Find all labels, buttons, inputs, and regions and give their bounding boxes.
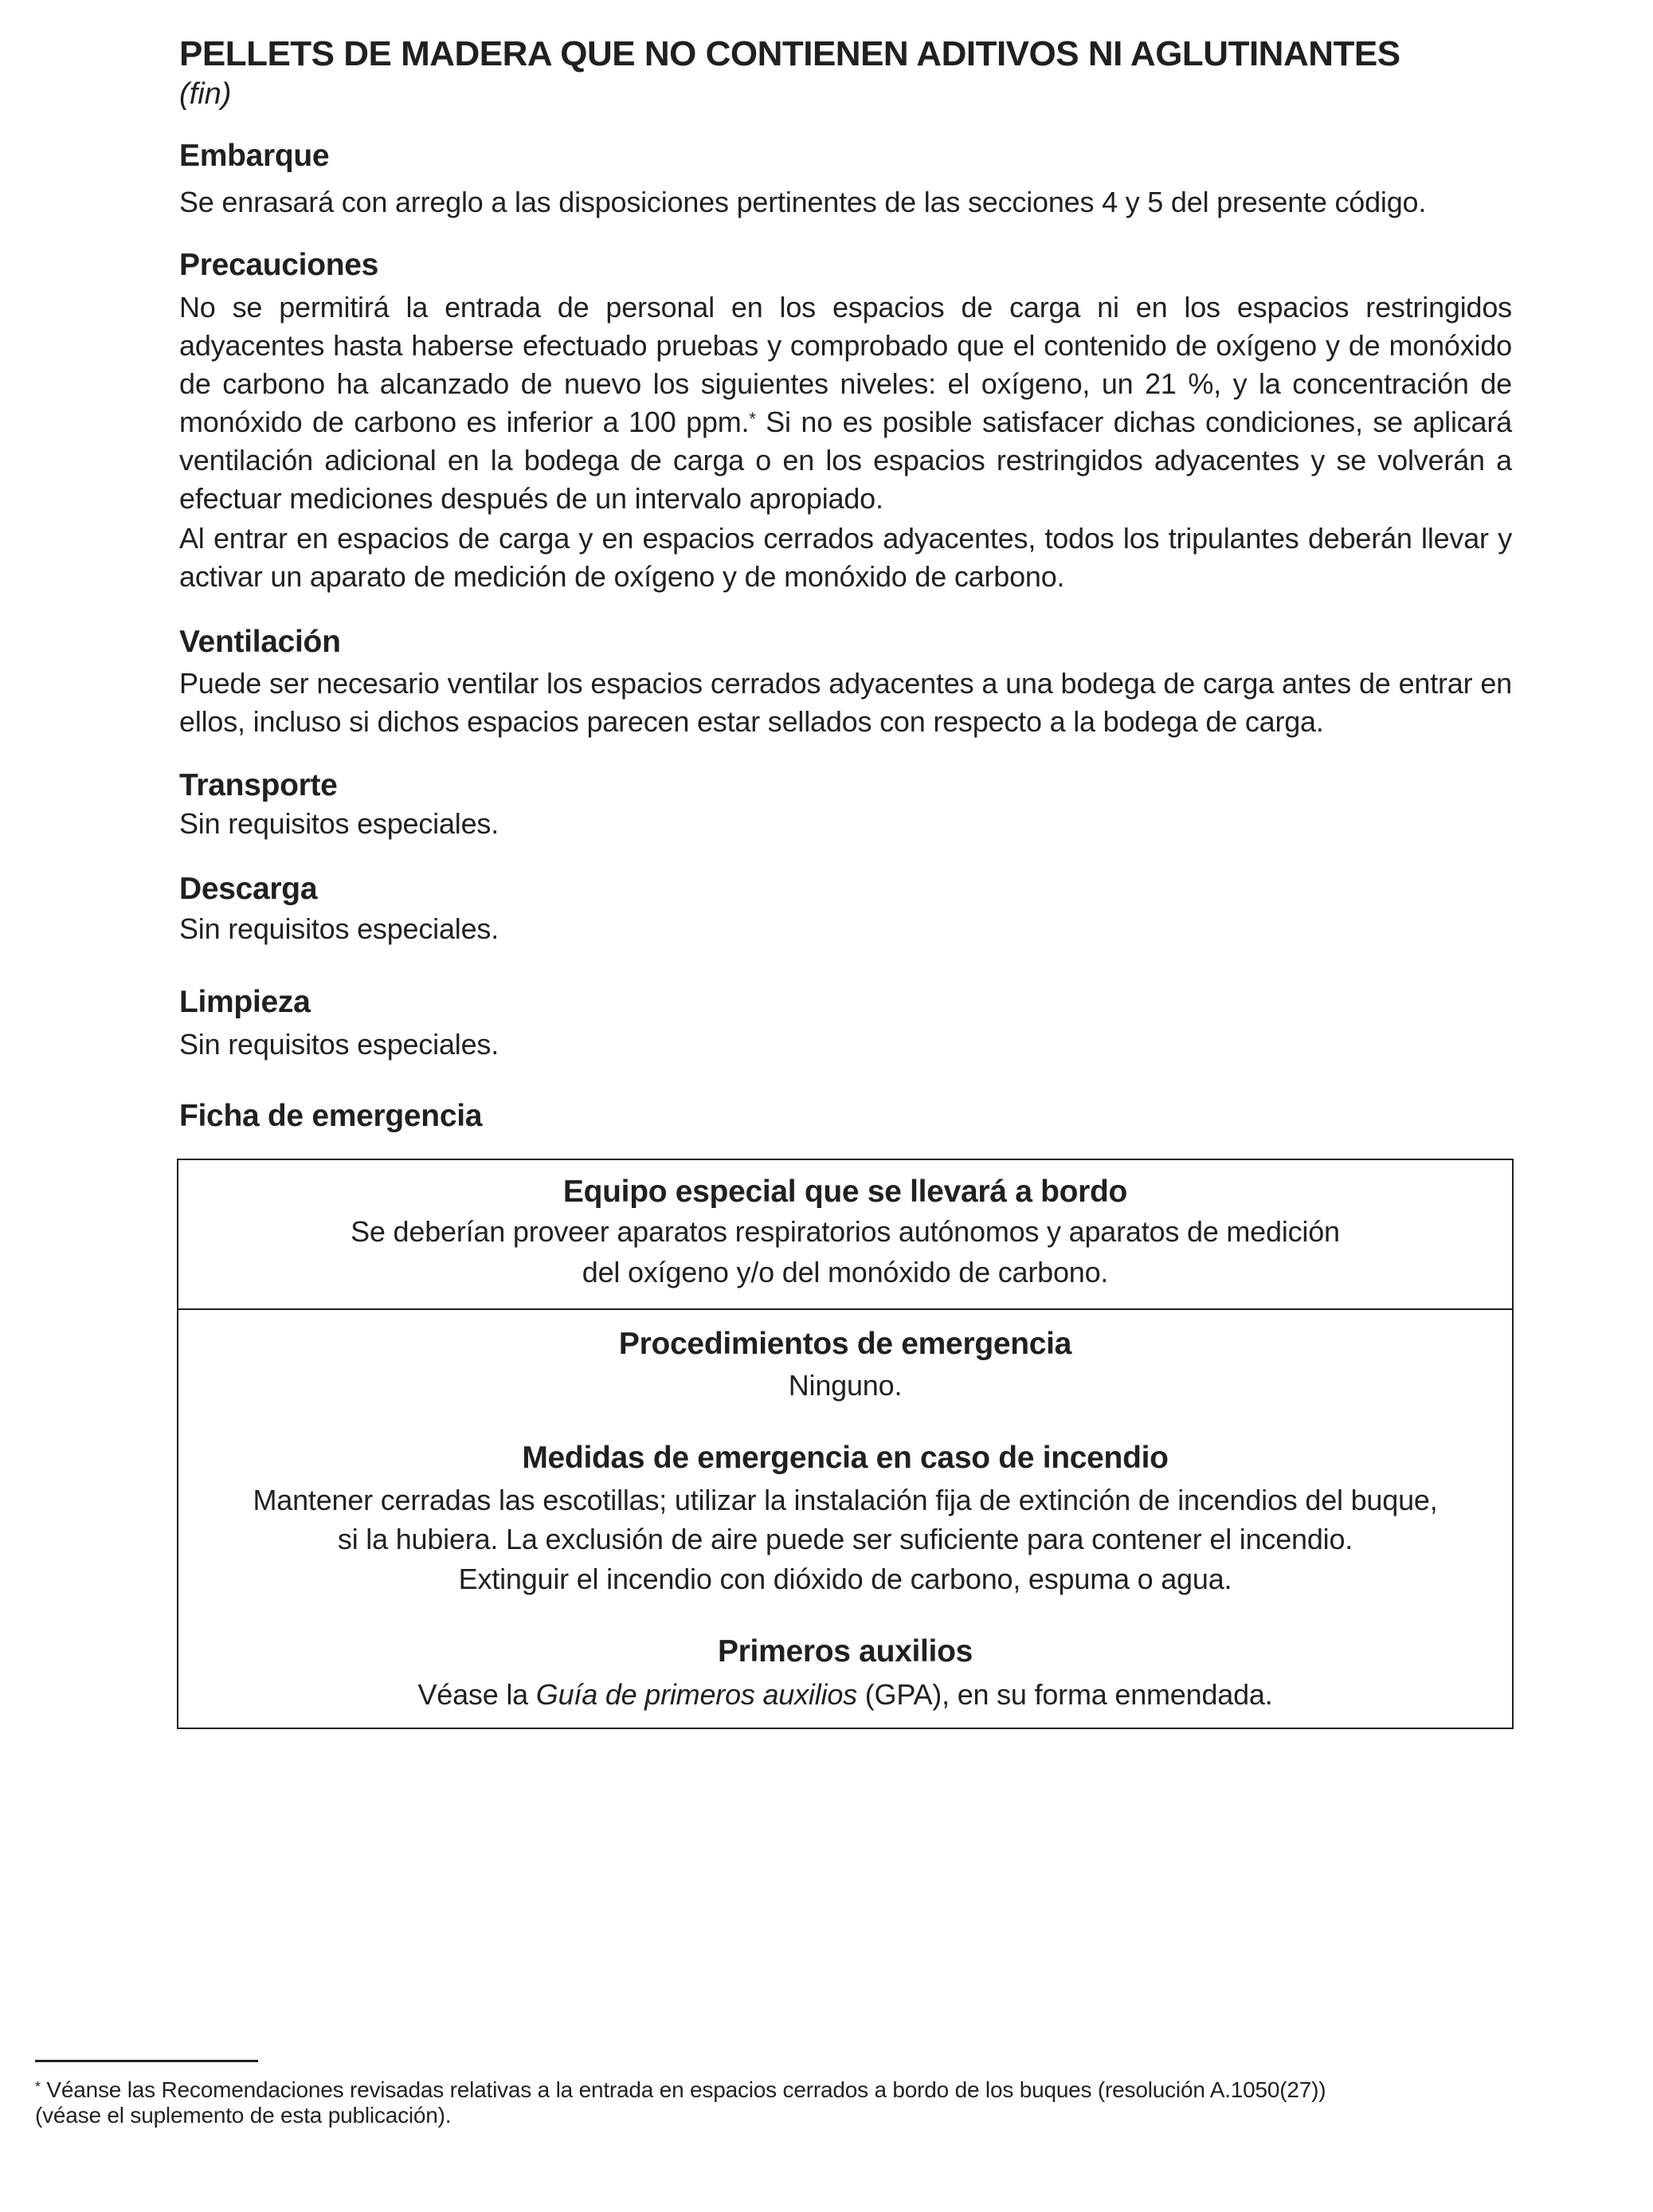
section-text-precauciones-1 xyxy=(179,288,1512,518)
footnote-mark: * xyxy=(35,2079,41,2095)
section-heading-ficha: Ficha de emergencia xyxy=(179,1099,483,1133)
section-text-limpieza: Sin requisitos especiales. xyxy=(179,1028,499,1061)
footnote-text-1: Véanse las Recomendaciones revisadas relativas a la entrada en espacios cerrados a bordo de los buques (resolución A.1050(27)) xyxy=(40,2077,1326,2102)
section-heading-limpieza: Limpieza xyxy=(179,985,311,1019)
first-aid-text xyxy=(178,1675,1512,1715)
precauciones-text-part1: No se permitirá la entrada de personal en los espacios de carga ni en los espacios restringidos adyacentes hasta haberse efectuado pruebas y comprobado que el contenido de oxígeno y de monóxido de carbono ha alcanzado de nuevo los siguientes niveles: el oxígeno, un 21 %, y la concentración de monóxido de carbono es inferior a 100 ppm. xyxy=(179,291,1512,438)
section-heading-descarga: Descarga xyxy=(179,872,318,906)
footnote-rule xyxy=(35,2060,258,2062)
section-text-transporte: Sin requisitos especiales. xyxy=(179,807,499,840)
footnote-line-2: (véase el suplemento de esta publicación). xyxy=(35,2103,452,2128)
equipment-text-line-1: Se deberían proveer aparatos respiratorios autónomos y aparatos de medición xyxy=(351,1215,1340,1248)
emergency-schedule-box xyxy=(177,1159,1514,1729)
footnote-line-1 xyxy=(35,2077,1596,2104)
fire-measures-line-2: si la hubiera. La exclusión de aire puede ser suficiente para contener el incendio. xyxy=(337,1523,1353,1555)
section-heading-precauciones: Precauciones xyxy=(179,248,379,282)
first-aid-guide-title: Guía de primeros auxilios xyxy=(535,1678,857,1711)
box-divider xyxy=(178,1308,1512,1310)
section-heading-ventilacion: Ventilación xyxy=(179,625,341,659)
fire-measures-line-1: Mantener cerradas las escotillas; utilizar la instalación fija de extinción de incendios del buque, xyxy=(253,1484,1438,1516)
section-text-embarque: Se enrasará con arreglo a las disposiciones pertinentes de las secciones 4 y 5 del presente código. xyxy=(179,186,1427,218)
fire-measures-heading: Medidas de emergencia en caso de incendio xyxy=(522,1441,1169,1475)
page-subtitle: (fin) xyxy=(179,77,232,111)
section-text-precauciones-2: Al entrar en espacios de carga y en espacios cerrados adyacentes, todos los tripulantes deberán llevar y activar un aparato de medición de oxígeno y de monóxido de carbono. xyxy=(179,522,1512,593)
equipment-heading: Equipo especial que se llevará a bordo xyxy=(562,1175,1128,1209)
footnote-ref-mark[interactable]: * xyxy=(749,409,756,429)
page-title: PELLETS DE MADERA QUE NO CONTIENEN ADITIVOS NI AGLUTINANTES xyxy=(179,34,1400,73)
procedures-text: Ninguno. xyxy=(788,1369,903,1402)
fire-measures-line-3: Extinguir el incendio con dióxido de carbono, espuma o agua. xyxy=(458,1563,1232,1595)
procedures-heading: Procedimientos de emergencia xyxy=(618,1327,1072,1361)
section-text-descarga: Sin requisitos especiales. xyxy=(179,912,499,945)
equipment-text-line-2: del oxígeno y/o del monóxido de carbono. xyxy=(582,1256,1109,1288)
first-aid-prefix: Véase la xyxy=(417,1678,536,1711)
first-aid-heading: Primeros auxilios xyxy=(717,1634,973,1669)
precauciones-text-part2: Si no es posible satisfacer dichas condiciones, se aplicará ventilación adicional en la bodega de carga o en los espacios restringidos adyacentes y se volverán a efectuar mediciones después de un intervalo apropiado. xyxy=(179,406,1512,515)
section-heading-transporte: Transporte xyxy=(179,768,338,802)
section-heading-embarque: Embarque xyxy=(179,139,330,173)
section-text-ventilacion: Puede ser necesario ventilar los espacios cerrados adyacentes a una bodega de carga antes de entrar en ellos, incluso si dichos espacios parecen estar sellados con respecto a la bodega de carga. xyxy=(179,667,1512,738)
first-aid-suffix: (GPA), en su forma enmendada. xyxy=(856,1678,1273,1711)
